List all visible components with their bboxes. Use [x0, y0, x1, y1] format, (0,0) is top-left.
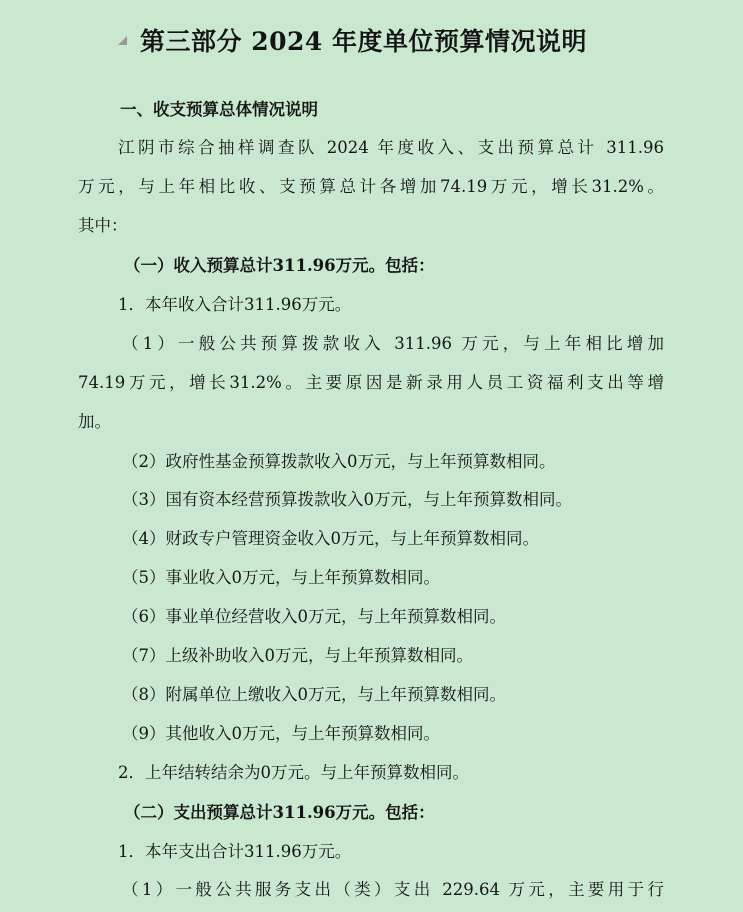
paragraph-line: 万元，与上年相比收、支预算总计各增加74.19万元，增长31.2%。 — [78, 177, 664, 196]
income-item: （8）附属单位上缴收入0万元，与上年预算数相同。 — [122, 685, 506, 704]
income-item: 74.19万元，增长31.2%。主要原因是新录用人员工资福利支出等增 — [78, 373, 664, 392]
expense-heading: （二）支出预算总计311.96万元。包括： — [124, 803, 435, 822]
section-heading-1: 一、收支预算总体情况说明 — [120, 100, 318, 119]
income-item: 加。 — [78, 412, 111, 431]
income-item: （1）一般公共预算拨款收入 311.96 万元，与上年相比增加 — [122, 334, 664, 353]
income-item: （6）事业单位经营收入0万元，与上年预算数相同。 — [122, 607, 506, 626]
income-item: （5）事业收入0万元，与上年预算数相同。 — [122, 568, 440, 587]
income-item: （9）其他收入0万元，与上年预算数相同。 — [122, 724, 440, 743]
income-item: （4）财政专户管理资金收入0万元，与上年预算数相同。 — [122, 529, 539, 548]
income-item: （7）上级补助收入0万元，与上年预算数相同。 — [122, 646, 473, 665]
income-carryover: 2．上年结转结余为0万元。与上年预算数相同。 — [118, 763, 469, 782]
income-item: （2）政府性基金预算拨款收入0万元，与上年预算数相同。 — [122, 452, 556, 471]
income-total: 1．本年收入合计311.96万元。 — [118, 295, 352, 314]
expense-item: （1）一般公共服务支出（类）支出 229.64 万元，主要用于行 — [122, 880, 664, 899]
document-title: 第三部分 2024 年度单位预算情况说明 — [140, 27, 587, 56]
paragraph-line: 江阴市综合抽样调查队 2024 年度收入、支出预算总计 311.96 — [118, 138, 664, 157]
collapse-triangle-icon[interactable] — [118, 36, 127, 45]
income-heading: （一）收入预算总计311.96万元。包括： — [124, 256, 435, 275]
paragraph-line: 其中： — [78, 216, 128, 235]
income-item: （3）国有资本经营预算拨款收入0万元，与上年预算数相同。 — [122, 490, 572, 509]
expense-total: 1．本年支出合计311.96万元。 — [118, 842, 352, 861]
